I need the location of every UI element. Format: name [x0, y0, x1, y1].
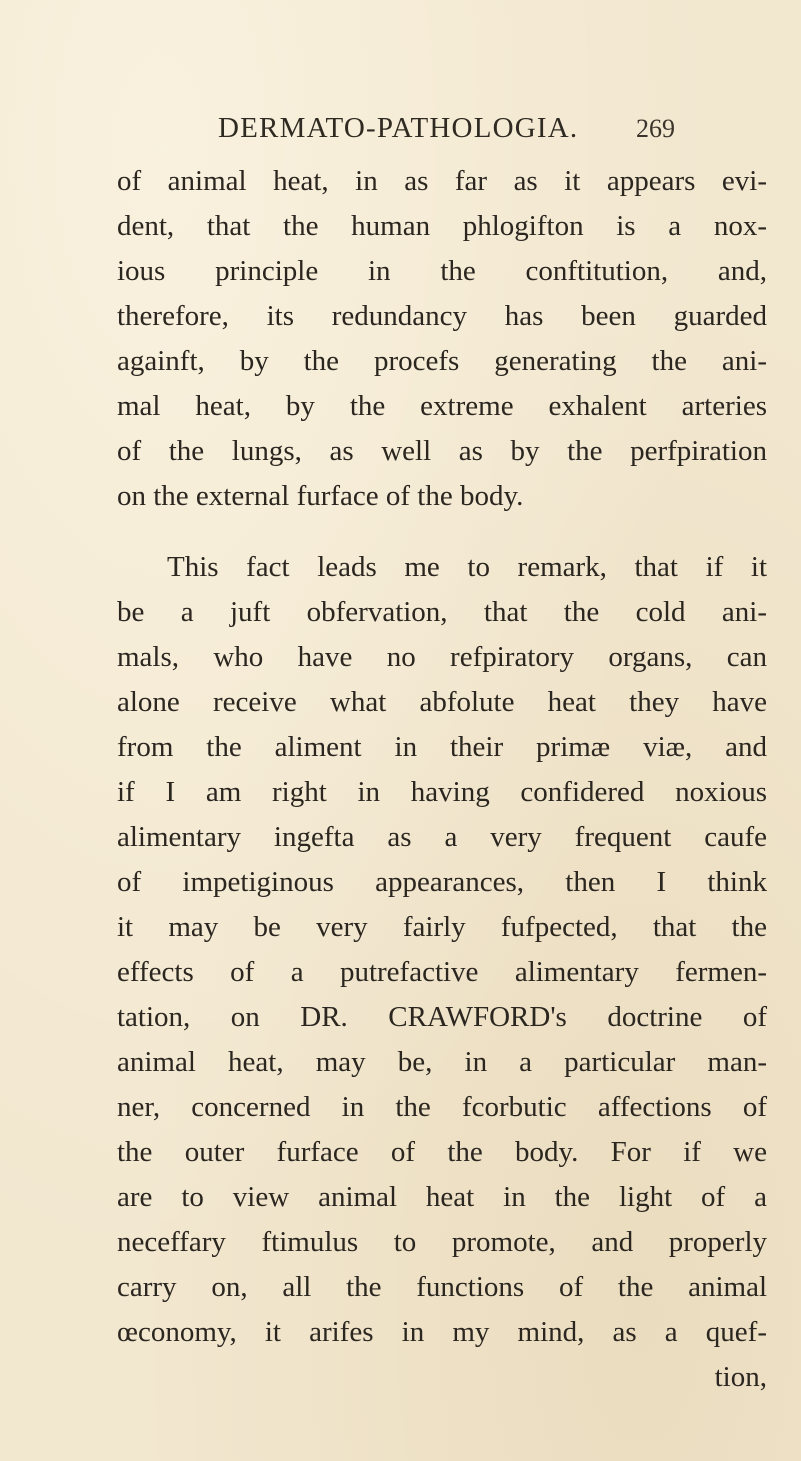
text-line: ious principle in the conftitution, and, [117, 255, 767, 287]
text-line: if I am right in having confidered noxious [117, 776, 767, 808]
text-line: mal heat, by the extreme exhalent arteries [117, 390, 767, 422]
text-line: alimentary ingefta as a very frequent caufe [117, 821, 767, 853]
text-line: neceffary ftimulus to promote, and properly [117, 1226, 767, 1258]
text-line: dent, that the human phlogifton is a nox- [117, 210, 767, 242]
text-line: animal heat, may be, in a particular man- [117, 1046, 767, 1078]
text-line: This fact leads me to remark, that if it [167, 551, 767, 583]
text-line: mals, who have no refpiratory organs, can [117, 641, 767, 673]
text-line: it may be very fairly fufpected, that the [117, 911, 767, 943]
text-line: carry on, all the functions of the animal [117, 1271, 767, 1303]
text-line: effects of a putrefactive alimentary fermen- [117, 956, 767, 988]
catchword-line: tion, [714, 1361, 767, 1393]
text-line: againft, by the procefs generating the ani- [117, 345, 767, 377]
running-title: DERMATO-PATHOLOGIA. [218, 112, 579, 144]
text-line: on the external furface of the body. [117, 480, 524, 512]
page-header [0, 112, 801, 152]
text-line: œconomy, it arifes in my mind, as a quef- [117, 1316, 767, 1348]
text-line: are to view animal heat in the light of a [117, 1181, 767, 1213]
text-line: tation, on DR. CRAWFORD's doctrine of [117, 1001, 767, 1033]
text-line: of animal heat, in as far as it appears evi- [117, 165, 767, 197]
text-line: of impetiginous appearances, then I think [117, 866, 767, 898]
text-line: from the aliment in their primæ viæ, and [117, 731, 767, 763]
text-line: therefore, its redundancy has been guarded [117, 300, 767, 332]
text-line: be a juft obfervation, that the cold ani- [117, 596, 767, 628]
text-line: the outer furface of the body. For if we [117, 1136, 767, 1168]
text-line: of the lungs, as well as by the perfpiration [117, 435, 767, 467]
page-number: 269 [636, 114, 675, 143]
text-line: alone receive what abfolute heat they have [117, 686, 767, 718]
text-line: ner, concerned in the fcorbutic affections of [117, 1091, 767, 1123]
